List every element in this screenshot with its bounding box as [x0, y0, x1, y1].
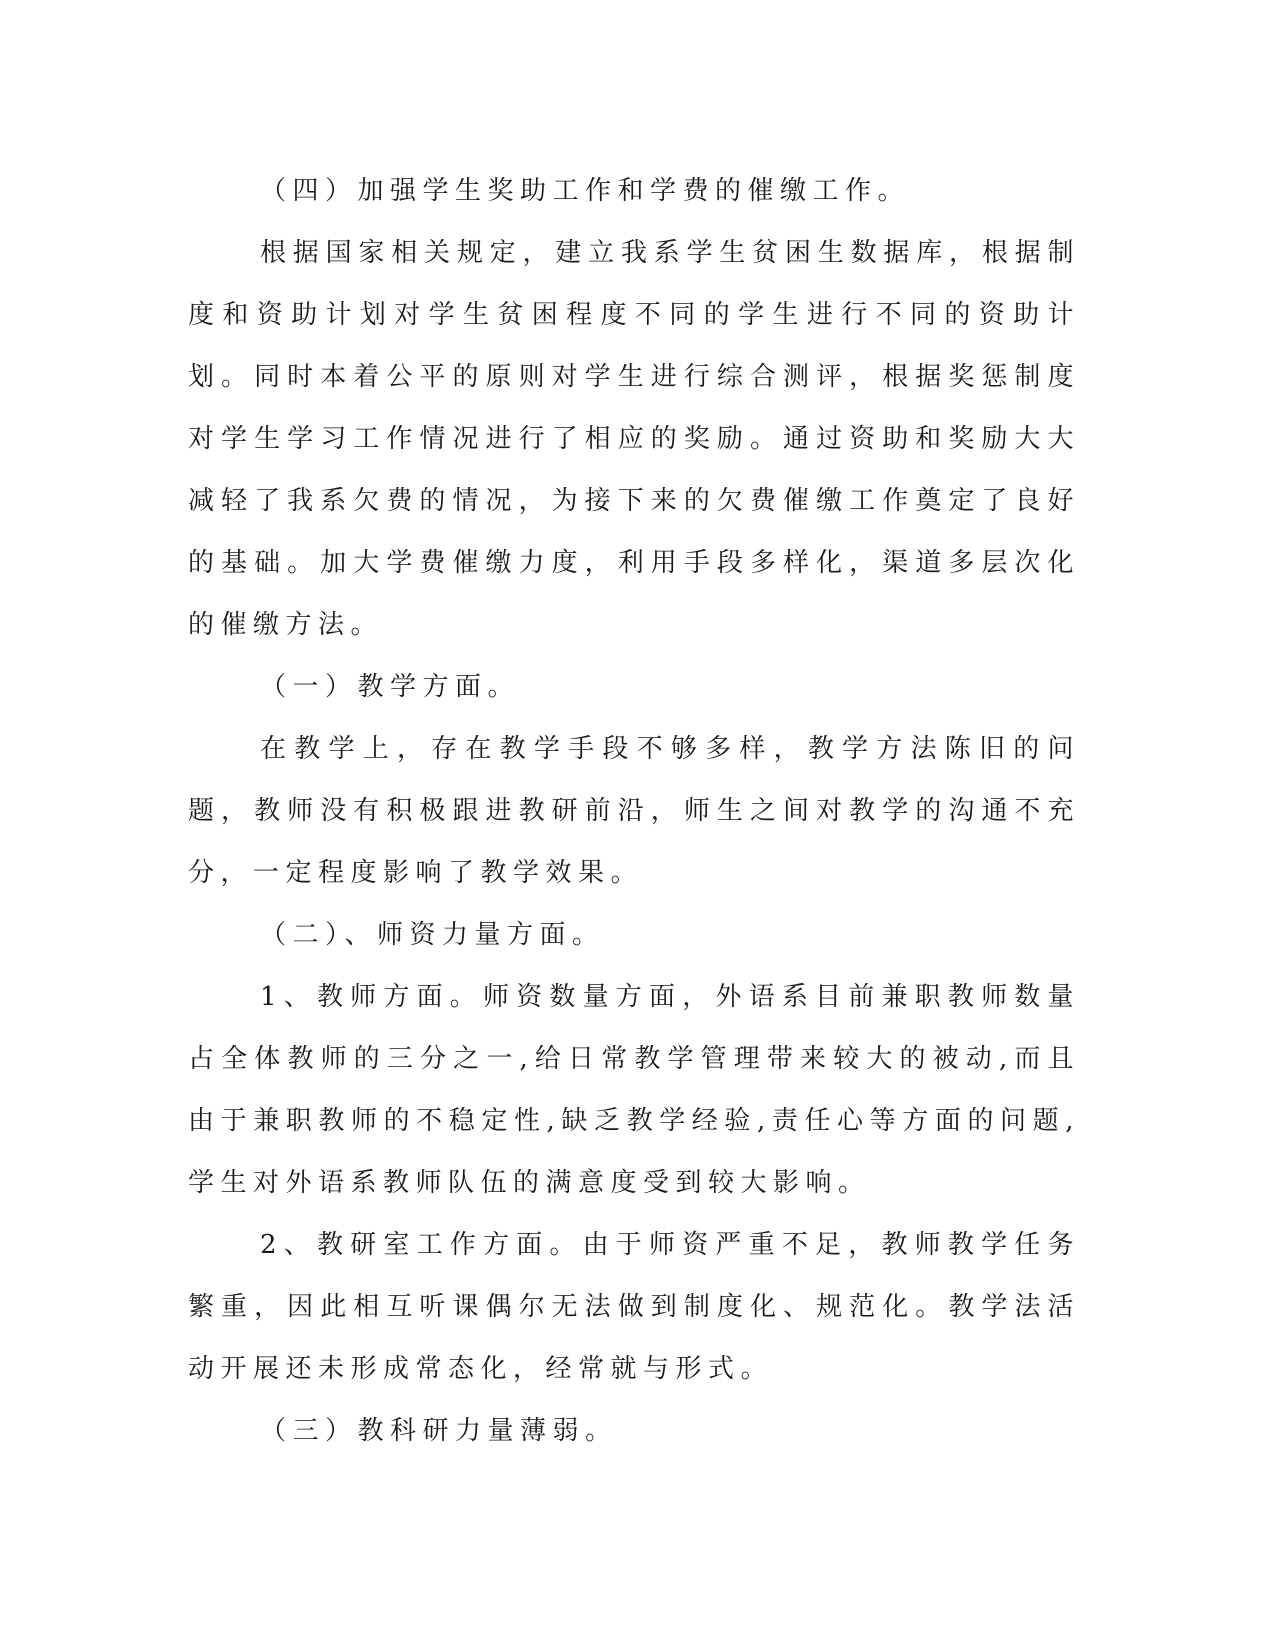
paragraph-financial-aid: 根据国家相关规定，建立我系学生贫困生数据库，根据制度和资助计划对学生贫困程度不同的学生进行不同的资助计划。同时本着公平的原则对学生进行综合测评，根据奖惩制度对学生学习工作情况进行了相应的奖励。通过资助和奖励大大减轻了我系欠费的情况，为接下来的欠费催缴工作奠定了良好的基础。加大学费催缴力度，利用手段多样化，渠道多层次化的催缴方法。: [188, 238, 1080, 640]
section-heading-scholarship: （四）加强学生奖助工作和学费的催缴工作。: [260, 176, 911, 206]
paragraph-teaching-issues: 在教学上，存在教学手段不够多样，教学方法陈旧的问题，教师没有积极跟进教研前沿，师生之间对教学的沟通不充分，一定程度影响了教学效果。: [188, 734, 1080, 888]
document-body: [188, 160, 1080, 1462]
paragraph-teachers: 1、教师方面。师资数量方面，外语系目前兼职教师数量占全体教师的三分之一,给日常教学管理带来较大的被动,而且由于兼职教师的不稳定性,缺乏教学经验,责任心等方面的问题,学生对外语系教师队伍的满意度受到较大影响。: [188, 982, 1080, 1198]
section-heading-faculty: （二）、师资力量方面。: [260, 920, 605, 950]
paragraph-teaching-research-office: 2、教研室工作方面。由于师资严重不足，教师教学任务繁重，因此相互听课偶尔无法做到制度化、规范化。教学法活动开展还未形成常态化，经常就与形式。: [188, 1230, 1080, 1384]
section-heading-research: （三）教科研力量薄弱。: [260, 1416, 618, 1446]
section-heading-teaching: （一）教学方面。: [260, 672, 521, 702]
